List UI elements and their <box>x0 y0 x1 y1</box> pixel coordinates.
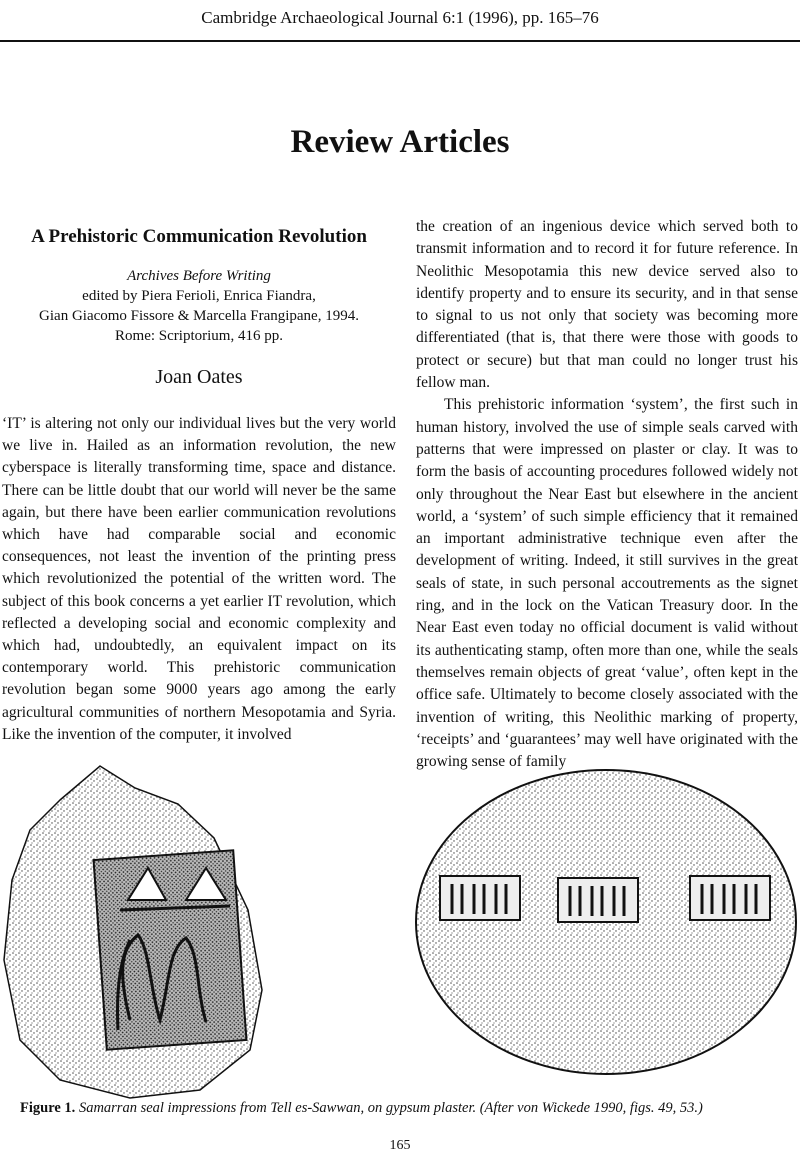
figure-label: Figure 1. <box>20 1100 76 1116</box>
seal-stamp-3 <box>690 876 770 920</box>
article-title: A Prehistoric Communication Revolution <box>31 226 367 247</box>
seal-stamp-2 <box>558 878 638 922</box>
editors-line-1: edited by Piera Ferioli, Enrica Fiandra, <box>82 288 316 304</box>
journal-citation-header: Cambridge Archaeological Journal 6:1 (1996), pp. 165–76 <box>201 8 599 27</box>
paragraph-1-continued: the creation of an ingenious device which served both to transmit information and to record it for future reference. In Neolithic Mesopotamia this new device served also to identify property and to ensure its security, and in that sense to signal to us not only that society was becoming more differentiated (that is, that there were those with goods to protect or secure) but that man could no longer trust his fellow man. <box>416 218 798 392</box>
left-column <box>2 226 396 746</box>
right-plaster-impression <box>416 770 796 1074</box>
book-info <box>2 266 396 346</box>
page-number: 165 <box>389 1138 411 1153</box>
header-rule <box>0 40 800 42</box>
article-author: Joan Oates <box>155 366 243 388</box>
seal-stamp-1 <box>440 876 520 920</box>
publisher: Rome: Scriptorium, 416 pp. <box>115 328 283 344</box>
section-title: Review Articles <box>290 124 510 160</box>
figure-caption-text: Samarran seal impressions from Tell es-Sawwan, on gypsum plaster. (After von Wickede 1990, figs. 49, 53.) <box>78 1100 703 1116</box>
paragraph-2: This prehistoric information ‘system’, the first such in human history, involved the use of simple seals carved with patterns that were impressed on plaster or clay. It was to form the basis of accounting procedures followed widely not only throughout the Near East but elsewhere in the ancient world, a ‘system’ of such simple efficiency that it remained an important administrative technique even after the development of writing. Indeed, it still survives in the great seals of state, in such personal accoutrements as the signet ring, and in the lock on the Vatican Treasury door. In the Near East even today no official document is valid without its authenticating stamp, often more than one, while the seals themselves remain objects of great ‘value’, often kept in the office safe. Ultimately to become closely associated with the invention of writing, this Neolithic marking of property, ‘receipts’ and ‘guarantees’ may well have originated with the growing sense of family <box>416 396 798 771</box>
right-column <box>416 216 798 773</box>
left-seal-impression <box>4 766 262 1098</box>
editors-line-2: Gian Giacomo Fissore & Marcella Frangipane, 1994. <box>39 308 359 324</box>
figure-1-illustration <box>0 760 800 1100</box>
book-title: Archives Before Writing <box>127 268 271 284</box>
paragraph-1: ‘IT’ is altering not only our individual lives but the very world we live in. Hailed as an information revolution, the new cyberspace is literally transforming time, space and distance. There can be little doubt that our world will never be the same again, but there have been earlier communication revolutions which have had comparable social and economic consequences, not least the invention of the printing press which revolutionized the potential of the written word. The subject of this book concerns a yet earlier IT revolution, which reflected a developing social and economic complexity and which had, undoubtedly, an equivalent impact on its contemporary world. This prehistoric communication revolution began some 9000 years ago among the early agricultural communities of northern Mesopotamia and Syria. Like the invention of the computer, it involved <box>2 415 396 743</box>
figure-caption <box>20 1100 800 1117</box>
